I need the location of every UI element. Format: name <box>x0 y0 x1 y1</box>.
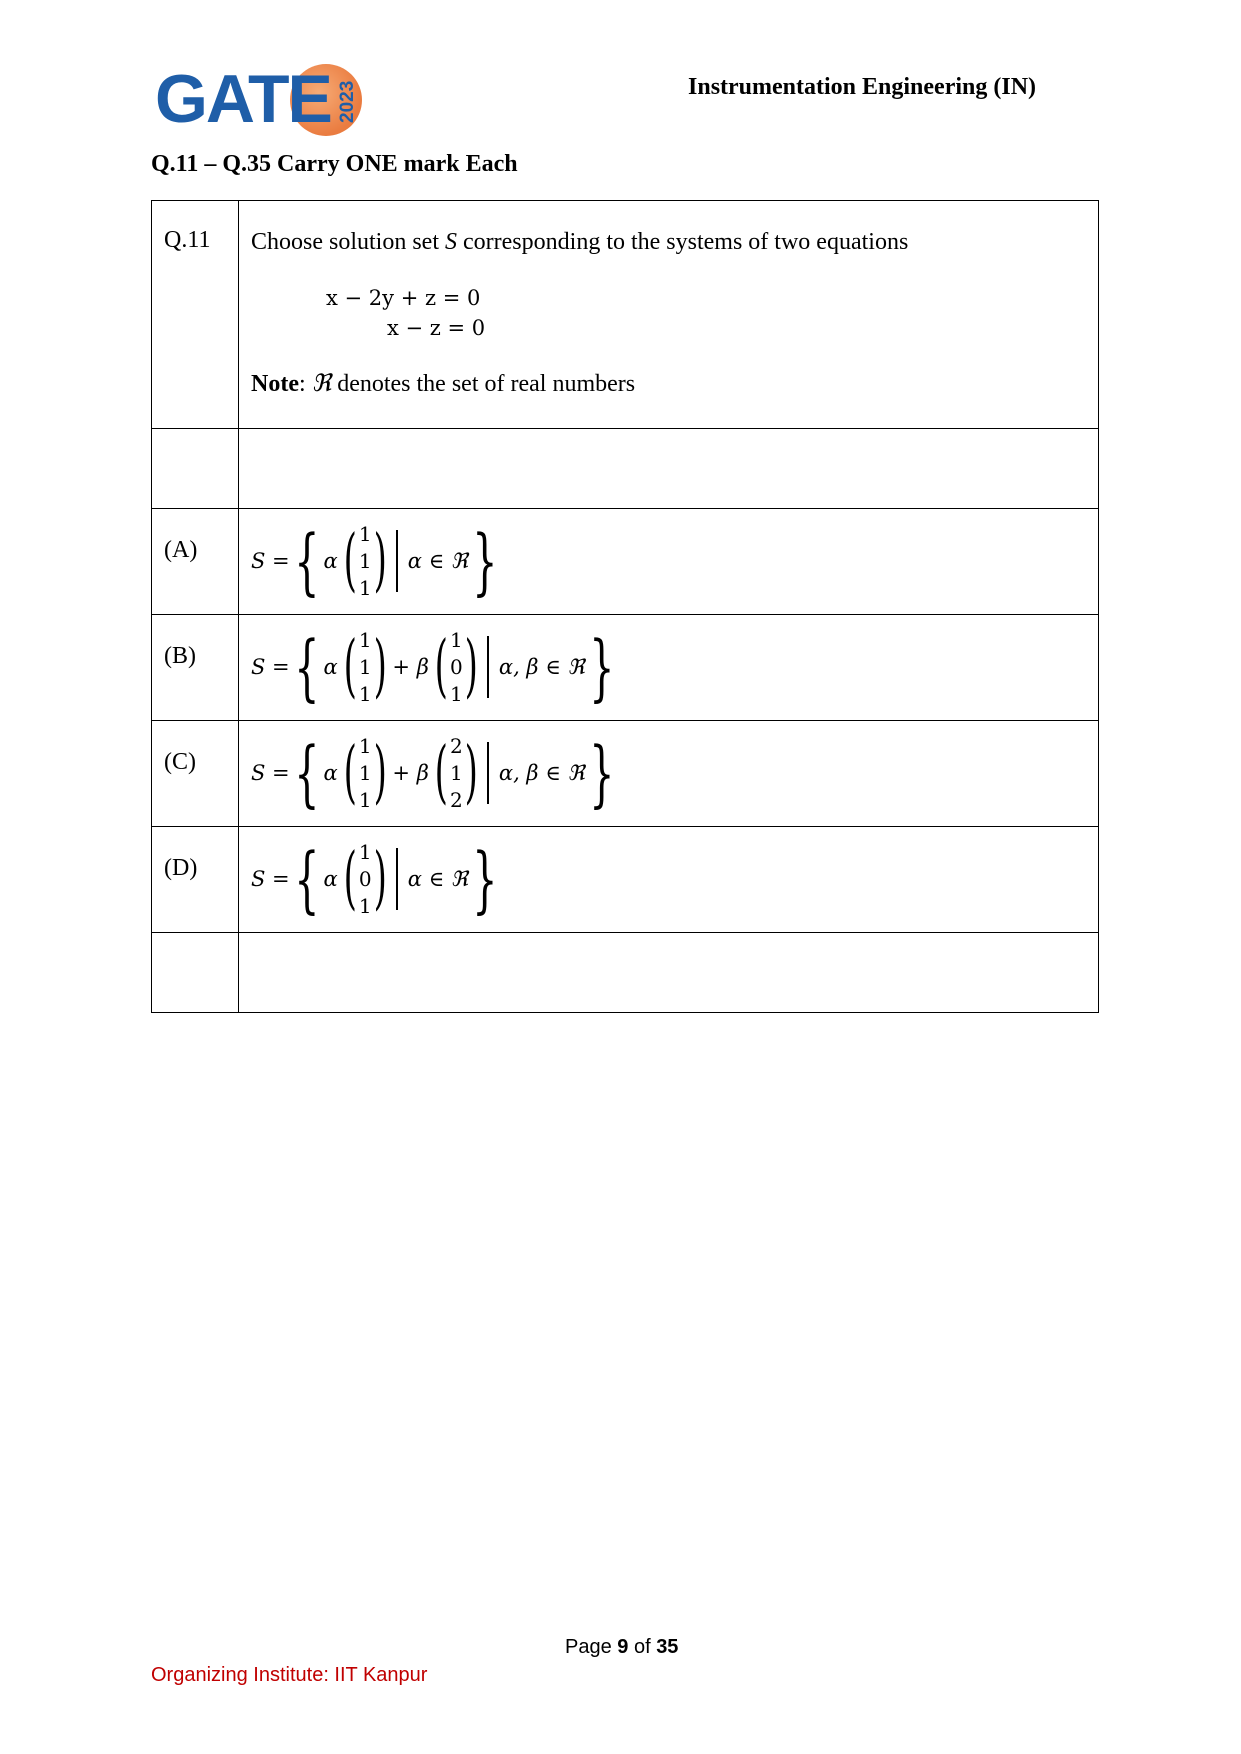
option-row-c <box>152 721 1099 827</box>
set-lhs: S = <box>251 761 290 785</box>
coefficient-alpha: α <box>323 761 338 785</box>
question-note: Note: ℜ denotes the set of real numbers <box>251 371 636 397</box>
option-d-math: S = { α ( 1 0 1 ) α ∈ ℜ } <box>239 827 1099 933</box>
vector-1: 1 1 1 <box>358 733 372 812</box>
vector-1: 1 0 1 <box>358 839 372 918</box>
question-table <box>151 200 1099 1013</box>
set-condition: α ∈ ℜ <box>407 549 468 573</box>
option-label: (A) <box>152 509 239 615</box>
coefficient-alpha: α <box>323 549 338 573</box>
set-lhs: S = <box>251 549 290 573</box>
such-that-bar <box>487 742 489 804</box>
vector-1: 1 1 1 <box>358 521 372 600</box>
equation-system <box>326 283 1098 343</box>
option-row-b <box>152 615 1099 721</box>
coefficient-beta: β <box>416 655 429 679</box>
question-stem <box>251 227 1098 257</box>
coefficient-alpha: α <box>323 867 338 891</box>
such-that-bar <box>396 530 398 592</box>
set-lhs: S = <box>251 655 290 679</box>
question-row <box>152 201 1099 429</box>
current-page: 9 <box>617 1636 629 1658</box>
such-that-bar <box>487 636 489 698</box>
equation-1: x − 2y + z = 0 <box>326 286 481 310</box>
stem-text-1: Choose solution set <box>251 229 446 255</box>
option-row-a <box>152 509 1099 615</box>
note-label: Note <box>251 371 299 397</box>
vector-2: 1 0 1 <box>449 627 463 706</box>
logo-year: 2023 <box>337 80 358 124</box>
such-that-bar <box>396 848 398 910</box>
set-lhs: S = <box>251 867 290 891</box>
option-a-math: S = { α ( 1 1 1 ) α ∈ ℜ } <box>239 509 1099 615</box>
equation-2: x − z = 0 <box>387 316 486 340</box>
coefficient-beta: β <box>416 761 429 785</box>
logo-text: GATE <box>155 61 331 137</box>
real-numbers-symbol: ℜ <box>311 371 332 397</box>
vector-2: 2 1 2 <box>449 733 463 812</box>
option-row-d <box>152 827 1099 933</box>
paper-title: Instrumentation Engineering (IN) <box>688 74 1037 100</box>
option-label: (D) <box>152 827 239 933</box>
question-number: Q.11 <box>152 201 239 429</box>
total-pages: 35 <box>656 1636 679 1658</box>
set-condition: α ∈ ℜ <box>407 867 468 891</box>
set-condition: α, β ∈ ℜ <box>498 761 585 785</box>
gate-logo <box>155 60 360 138</box>
question-body <box>239 201 1099 429</box>
option-label: (B) <box>152 615 239 721</box>
stem-text-2: corresponding to the systems of two equations <box>457 229 909 255</box>
vector-1: 1 1 1 <box>358 627 372 706</box>
section-title: Q.11 – Q.35 Carry ONE mark Each <box>151 151 518 177</box>
spacer-row <box>152 933 1099 1013</box>
note-text: denotes the set of real numbers <box>331 371 636 397</box>
page-number: Page 9 of 35 <box>565 1636 679 1658</box>
coefficient-alpha: α <box>323 655 338 679</box>
option-label: (C) <box>152 721 239 827</box>
option-b-math: S = { α ( 1 1 1 ) + β ( 1 0 1 ) α, β ∈ ℜ } <box>239 615 1099 721</box>
organizing-institute: Organizing Institute: IIT Kanpur <box>151 1664 428 1686</box>
stem-variable: S <box>445 229 458 255</box>
option-c-math: S = { α ( 1 1 1 ) + β ( 2 1 2 ) α, β ∈ ℜ } <box>239 721 1099 827</box>
set-condition: α, β ∈ ℜ <box>498 655 585 679</box>
spacer-row <box>152 429 1099 509</box>
